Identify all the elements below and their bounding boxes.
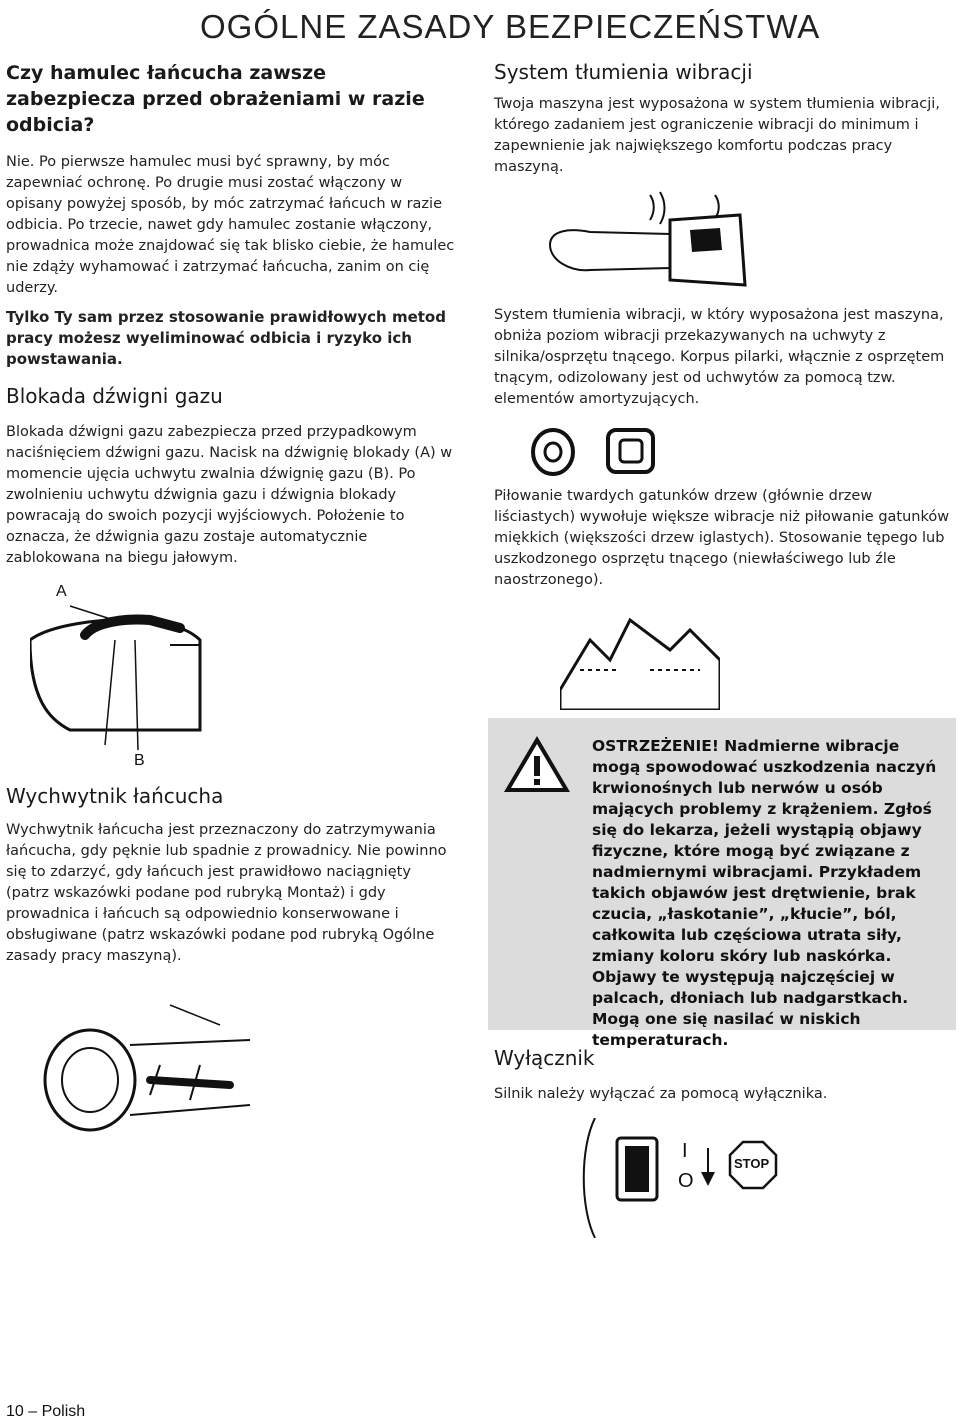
arrow-down-icon <box>698 1148 718 1188</box>
brake-question-heading: Czy hamulec łańcucha zawsze zabezpiecza przed obrażeniami w razie odbicia? <box>6 62 425 136</box>
warning-triangle-icon <box>502 734 572 794</box>
switch-on-symbol: I <box>682 1140 688 1162</box>
warning-box <box>488 718 956 1049</box>
saw-chain-illustration <box>560 600 720 710</box>
brake-emphasis-text: Tylko Ty sam przez stosowanie prawidłowych metod pracy możesz wyeliminować odbicia i ryzyko ich powstawania. <box>6 308 446 368</box>
throttle-lock-illustration <box>30 600 260 750</box>
stop-switch-illustration <box>575 1118 685 1238</box>
warning-text: OSTRZEŻENIE! Nadmierne wibracje mogą spowodować uszkodzenia naczyń krwionośnych lub nerwów u osób mających problemy z krążeniem. Zgłoś się do lekarza, jeżeli wystąpią objawy fizyczne, które mogą być związane z nadmiernymi wibracjami. Przykładem takich objawów jest drętwienie, brak czucia, „łaskotanie”, „kłucie”, ból, całkowita lub częściowa utrata siły, zmiany koloru skóry lub naskórka. Objawy te występują najczęściej w palcach, dłoniach lub nadgarstkach. Mogą one się nasilać w niskich temperaturach. <box>592 737 937 1049</box>
switch-off-symbol: O <box>678 1170 694 1192</box>
chainsaw-vibration-illustration <box>540 190 760 300</box>
vibration-detail-text: System tłumienia wibracji, w który wyposażona jest maszyna, obniża poziom wibracji przekazywanych na uchwyty z silnika/osprzętu tnącego. Korpus pilarki, włącznie z osprzętem tnącym, odizolowany jest od uchwytów za pomocą tzw. elementów amortyzujących. <box>494 307 945 407</box>
page-title: OGÓLNE ZASADY BEZPIECZEŃSTWA <box>200 8 821 45</box>
chain-catcher-text: Wychwytnik łańcucha jest przeznaczony do zatrzymywania łańcucha, gdy pęknie lub spadnie z prowadnicy. Nie powinno się to zdarzyć, gdy łańcuch jest prawidłowo naciągnięty (patrz wskazówki podane pod rubryką Montaż) i gdy prowadnica i łańcuch są odpowiednio konserwowane i obsługiwane (patrz wskazówki podane pod rubryką Ogólne zasady pracy maszyną). <box>6 822 447 964</box>
label-b: B <box>134 752 145 769</box>
chain-catcher-heading: Wychwytnik łańcucha <box>6 784 224 808</box>
label-a: A <box>56 583 67 600</box>
switch-text: Silnik należy wyłączać za pomocą wyłącznika. <box>494 1086 828 1102</box>
anti-vibration-elements-illustration <box>528 420 668 480</box>
brake-answer-text: Nie. Po pierwsze hamulec musi być sprawny, by móc zapewniać ochronę. Po drugie musi zostać włączony w opisany powyżej sposób, by móc zatrzymać łańcuch w razie odbicia. Po trzecie, nawet gdy hamulec zostanie włączony, prowadnica może znajdować się tak blisko ciebie, że hamulec nie zdąży wyhamować i zatrzymać łańcucha, zanim on cię uderzy. <box>6 154 455 296</box>
page-footer: 10 – Polish <box>6 1403 86 1420</box>
left-column <box>6 60 461 569</box>
right-column <box>494 60 954 178</box>
chain-catcher-illustration <box>20 985 250 1135</box>
vibration-hardwood-text: Piłowanie twardych gatunków drzew (głównie drzew liściastych) wywołuje większe wibracje niż piłowanie gatunków miękkich (większości drzew iglastych). Stosowanie tępego lub uszkodzonego osprzętu tnącego (niewłaściwego lub źle naostrzonego). <box>494 488 950 588</box>
vibration-intro-text: Twoja maszyna jest wyposażona w system tłumienia wibracji, którego zadaniem jest ograniczenie wibracji do minimum i zapewnienie jak największego komfortu podczas pracy maszyną. <box>494 96 940 175</box>
stop-label: STOP <box>734 1156 770 1171</box>
throttle-lock-text: Blokada dźwigni gazu zabezpiecza przed przypadkowym naciśnięciem dźwigni gazu. Nacisk na dźwignię blokady (A) w momencie ujęcia uchwytu zwalnia dźwignię gazu (B). Po zwolnieniu uchwytu dźwignia gazu i dźwignia blokady powracają do swoich pozycji wyjściowych. Położenie to oznacza, że dźwignia gazu zostaje automatycznie zablokowana na biegu jałowym. <box>6 424 453 566</box>
throttle-lock-heading: Blokada dźwigni gazu <box>6 384 223 408</box>
switch-heading: Wyłącznik <box>494 1046 595 1070</box>
vibration-heading: System tłumienia wibracji <box>494 60 753 84</box>
